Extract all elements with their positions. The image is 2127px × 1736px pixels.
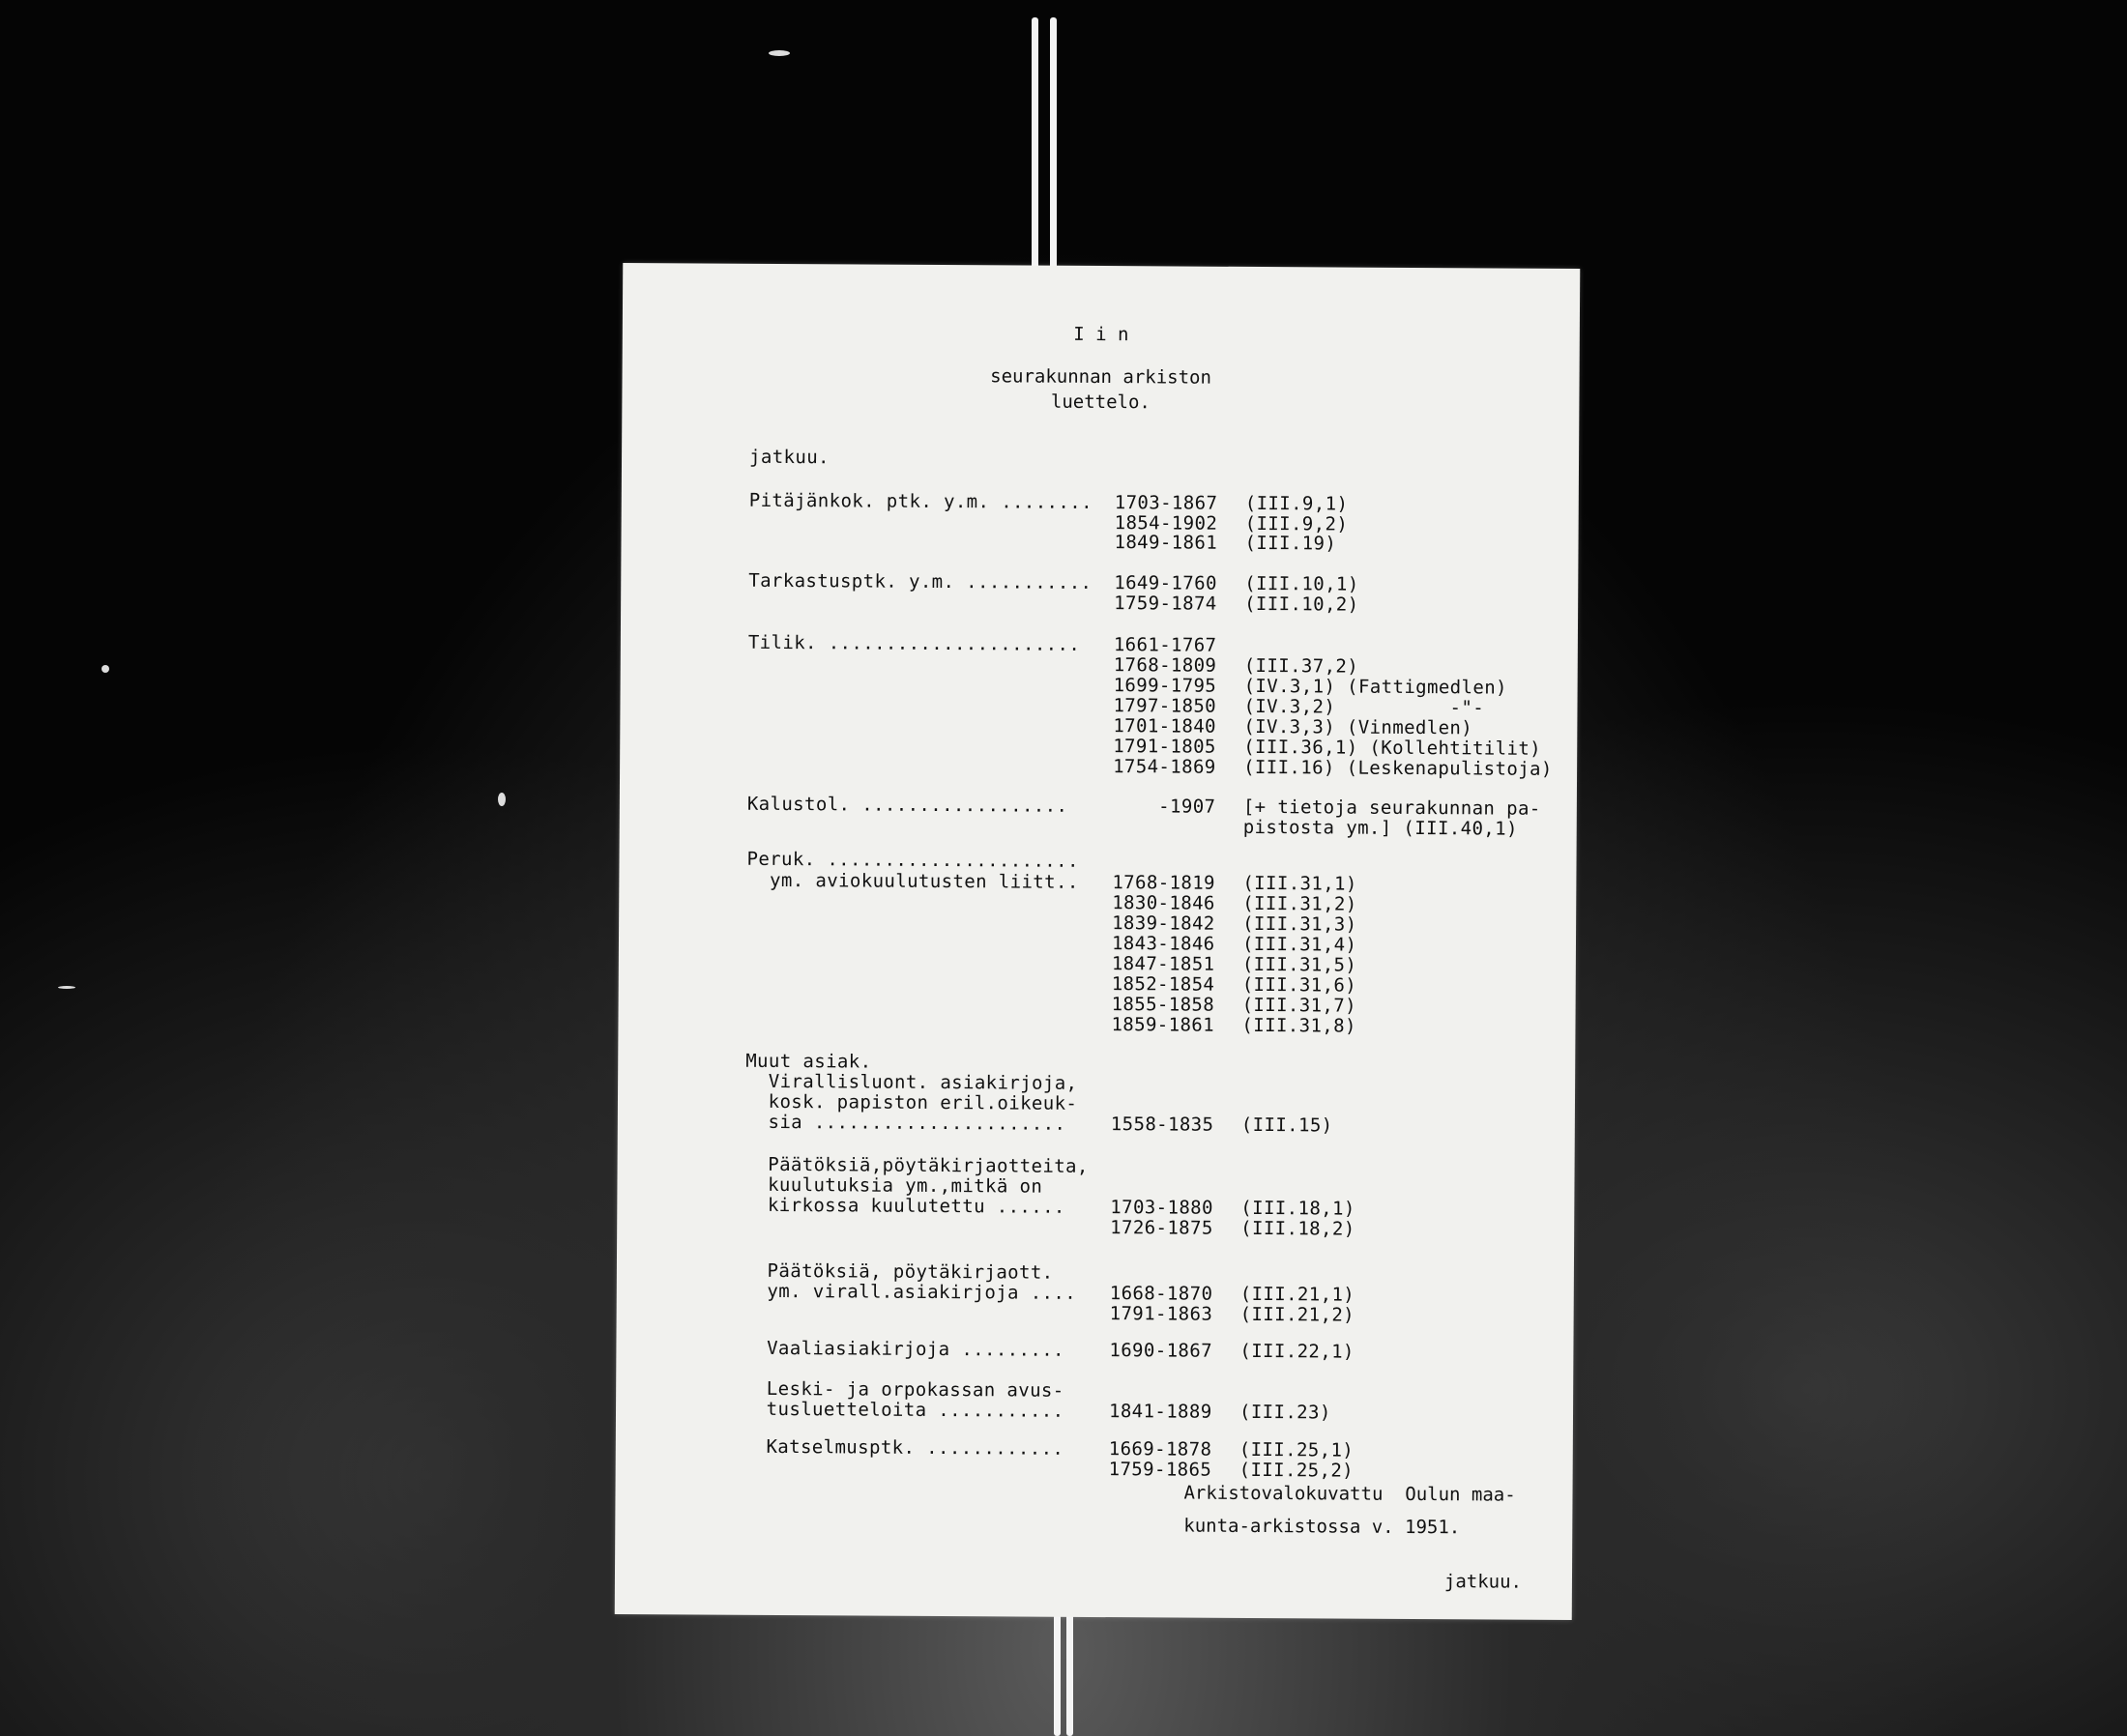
entry-ref: (III.31,6) [1241,973,1357,997]
entry-years: 1701-1840 [1113,715,1216,738]
dust-speck [58,986,75,989]
entry-label: kirkossa kuulutettu ...... [744,1194,1065,1218]
entry-label: Katselmusptk. ............ [743,1435,1064,1460]
entry-label: Peruk. ...................... [746,848,1079,872]
page-title: I i n [1073,323,1129,346]
entry-years: 1726-1875 [1110,1217,1213,1239]
entry-years: 1759-1874 [1114,593,1217,615]
entry-ref: (III.36,1) (Kollehtitilit) [1243,736,1542,760]
dust-speck [769,50,790,56]
entry-row [619,869,1576,895]
entry-ref: (III.21,1) [1239,1283,1355,1306]
entry-label: tusluetteloita ........... [743,1398,1064,1422]
entry-row [617,1194,1574,1220]
document-sheet [615,263,1581,1620]
entry-ref: pistosta ym.] (III.40,1) [1242,816,1518,840]
film-clip-bottom-left [1054,1614,1061,1736]
entry-years: 1797-1850 [1113,695,1217,717]
entry-row [621,569,1578,595]
entry-row [619,971,1576,997]
entry-row [619,1012,1576,1037]
entry-ref: (IV.3,3) (Vinmedlen) [1243,715,1473,739]
entry-label: Virallisluont. asiakirjoja, [745,1070,1078,1094]
page-subtitle: seurakunnan arkiston [990,365,1212,389]
entry-ref: (III.25,2) [1238,1459,1355,1482]
entry-row [622,530,1579,555]
entry-row [620,793,1577,820]
entry-row [618,1111,1575,1137]
entry-ref: (III.15) [1240,1114,1333,1137]
entry-years: 1847-1851 [1111,953,1215,975]
entry-ref: (III.37,2) [1243,654,1359,678]
film-clip-top-left [1032,17,1038,271]
entry-years: 1669-1878 [1108,1438,1212,1461]
film-clip-bottom-right [1066,1614,1073,1736]
entry-years: 1830-1846 [1112,892,1215,914]
entry-years: 1703-1867 [1114,492,1218,514]
entry-ref: (III.18,1) [1240,1197,1355,1220]
entry-years: 1768-1809 [1113,654,1217,677]
entry-row [619,931,1576,956]
entry-row [616,1377,1573,1402]
entry-row [617,1259,1574,1284]
entry-row [616,1398,1573,1424]
entry-label: Vaaliasiakirjoja ......... [743,1337,1064,1361]
entry-row [618,1090,1575,1114]
entry-row [621,673,1578,699]
entry-years: 1791-1805 [1113,736,1216,758]
entry-row [618,1070,1575,1094]
continued-top: jatkuu. [748,446,830,469]
entry-ref: (III.31,3) [1242,912,1357,936]
entry-years: 1558-1835 [1110,1114,1214,1136]
entry-ref: (III.31,8) [1241,1014,1356,1037]
entry-label: kuulutuksia ym.,mitkä on [744,1173,1043,1198]
entry-ref: (III.31,4) [1241,933,1357,956]
entry-label: kosk. papiston eril.oikeuk- [744,1090,1078,1114]
entry-ref: (IV.3,1) (Fattigmedlen) [1243,675,1507,699]
entry-row [618,1153,1575,1177]
entry-years: 1668-1870 [1109,1283,1213,1305]
entry-years: -1907 [1112,796,1216,818]
entry-row [619,911,1576,936]
entry-label: ym. aviokuulutusten liitt.. [746,869,1079,893]
entry-row [618,1173,1575,1198]
entry-years: 1703-1880 [1110,1197,1213,1219]
entry-years: 1759-1865 [1108,1459,1212,1481]
entry-label: sia ...................... [744,1111,1066,1135]
entry-row [619,992,1576,1017]
entry-ref: (III.18,2) [1240,1217,1355,1240]
entry-ref: (III.25,1) [1238,1438,1355,1461]
entry-label: ym. virall.asiakirjoja .... [743,1280,1077,1304]
archive-note-line-1: Arkistovalokuvattu Oulun maa- [1183,1482,1516,1506]
entry-years: 1754-1869 [1113,756,1216,778]
dust-speck [102,665,109,673]
continued-bottom: jatkuu. [1443,1571,1523,1593]
entry-label: Kalustol. .................. [746,793,1068,817]
entry-row [619,951,1576,976]
entry-years: 1768-1819 [1112,872,1215,894]
entry-ref: (III.21,2) [1239,1303,1355,1326]
entry-years: 1854-1902 [1114,512,1218,535]
entry-years: 1661-1767 [1113,634,1217,656]
film-clip-top-right [1050,17,1057,271]
entry-years: 1843-1846 [1111,933,1215,955]
entry-ref: (III.31,7) [1241,994,1357,1017]
entry-label: Muut asiak. [745,1050,872,1073]
entry-label: Päätöksiä,pöytäkirjaotteita, [744,1153,1089,1177]
entry-ref: (III.16) (Leskenapulistoja) [1243,756,1553,780]
entry-row [620,848,1577,872]
entry-ref: (III.10,1) [1244,572,1359,595]
entry-row [622,489,1579,515]
page-subtitle-2: luettelo. [1050,391,1151,414]
entry-ref: (III.22,1) [1239,1340,1355,1363]
entry-years: 1690-1867 [1109,1340,1213,1362]
entry-ref: (III.19) [1244,532,1337,555]
entry-years: 1859-1861 [1111,1014,1215,1036]
entry-ref: (III.9,1) [1244,492,1349,515]
entry-row [621,631,1578,656]
entry-years: 1841-1889 [1108,1401,1212,1423]
entry-label: Pitäjänkok. ptk. y.m. ........ [748,489,1093,513]
entry-years: 1791-1863 [1109,1303,1213,1325]
entry-years: 1839-1842 [1112,912,1215,935]
entry-ref: (III.31,5) [1241,953,1357,976]
entry-ref: (III.23) [1238,1401,1331,1424]
entry-row [616,1435,1573,1461]
entry-years: 1649-1760 [1114,572,1217,594]
entry-label: Leski- ja orpokassan avus- [743,1377,1064,1402]
entry-row [616,1337,1573,1363]
archive-note-line-2: kunta-arkistossa v. 1951. [1183,1515,1461,1539]
entry-ref: [+ tietoja seurakunnan pa- [1242,796,1541,820]
entry-years: 1852-1854 [1111,973,1215,996]
entry-label: Päätöksiä, pöytäkirjaott. [743,1259,1054,1284]
entry-row [617,1280,1574,1306]
entry-ref: (III.9,2) [1244,512,1349,535]
entry-years: 1849-1861 [1114,532,1218,554]
entry-years: 1855-1858 [1111,994,1215,1016]
entry-ref: (IV.3,2) -"- [1243,695,1485,719]
entry-years: 1699-1795 [1113,675,1217,697]
entry-label: Tarkastusptk. y.m. ........... [748,569,1093,593]
dust-speck [498,793,506,806]
entry-label: Tilik. ...................... [747,631,1081,655]
entry-row [618,1050,1575,1073]
entry-ref: (III.31,2) [1242,892,1357,915]
entry-ref: (III.31,1) [1242,872,1357,895]
entry-ref: (III.10,2) [1244,593,1359,616]
